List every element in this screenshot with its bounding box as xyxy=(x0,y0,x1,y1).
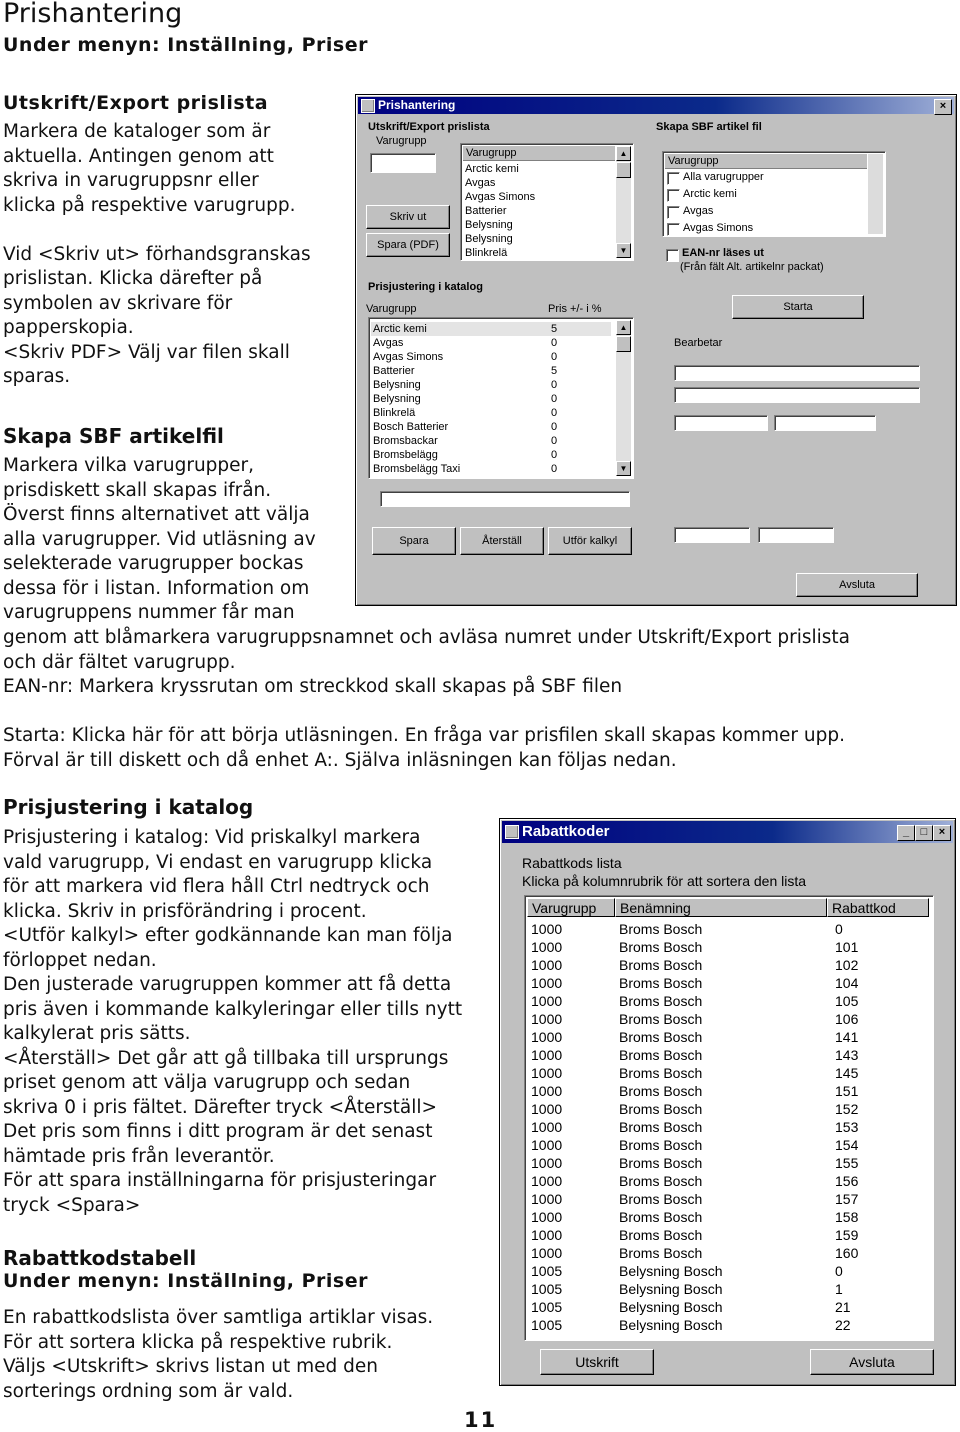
spara-button[interactable]: Spara xyxy=(372,527,456,555)
pj-progress xyxy=(380,491,630,507)
row-benamning[interactable]: Broms Bosch xyxy=(619,1011,703,1027)
sbf-item-checkbox[interactable] xyxy=(667,223,680,236)
sort-hint: Klicka på kolumnrubrik för att sortera den lista xyxy=(522,873,807,889)
row-varugrupp[interactable]: 1000 xyxy=(531,921,563,937)
row-benamning[interactable]: Broms Bosch xyxy=(619,1245,703,1261)
row-varugrupp[interactable]: 1000 xyxy=(531,1119,563,1135)
utfor-kalkyl-button[interactable]: Utför kalkyl xyxy=(548,527,632,555)
row-benamning[interactable]: Broms Bosch xyxy=(619,1137,703,1153)
row-rabattkod[interactable]: 106 xyxy=(835,1011,859,1027)
row-benamning[interactable]: Belysning Bosch xyxy=(619,1317,723,1333)
pj-row-value[interactable]: 0 xyxy=(551,393,558,405)
row-benamning[interactable]: Belysning Bosch xyxy=(619,1299,723,1315)
text-line: aktuella. Antingen genom att xyxy=(3,145,274,167)
prisjustering-text xyxy=(3,826,462,1218)
row-varugrupp[interactable]: 1000 xyxy=(531,1191,563,1207)
row-benamning[interactable]: Broms Bosch xyxy=(619,1191,703,1207)
sbf-group-label: Skapa SBF artikel fil xyxy=(656,121,762,133)
text-line: Överst finns alternativet att välja xyxy=(3,504,310,525)
rabattkoder-titlebar xyxy=(502,821,953,843)
window-title: Rabattkoder xyxy=(522,823,610,840)
text-line: sparas. xyxy=(3,366,71,387)
progress-field-3 xyxy=(674,415,768,431)
row-rabattkod[interactable]: 104 xyxy=(835,975,859,991)
row-benamning[interactable]: Broms Bosch xyxy=(619,1155,703,1171)
pj-row-name[interactable]: Bromsbelägg xyxy=(373,449,438,461)
row-rabattkod[interactable]: 157 xyxy=(835,1191,859,1207)
row-varugrupp[interactable]: 1000 xyxy=(531,1047,563,1063)
row-benamning[interactable]: Broms Bosch xyxy=(619,957,703,973)
row-benamning[interactable]: Broms Bosch xyxy=(619,1029,703,1045)
row-rabattkod[interactable]: 0 xyxy=(835,921,843,937)
col-varugrupp[interactable]: Varugrupp xyxy=(527,898,615,917)
col-rabattkod[interactable]: Rabattkod xyxy=(827,898,929,917)
close-icon[interactable]: × xyxy=(934,99,952,115)
text-line: symbolen av skrivare för xyxy=(3,292,233,314)
pj-row-value[interactable]: 0 xyxy=(551,449,558,461)
row-varugrupp[interactable]: 1000 xyxy=(531,957,563,973)
row-benamning[interactable]: Belysning Bosch xyxy=(619,1263,723,1279)
window-title: Prishantering xyxy=(378,98,456,112)
list-item[interactable]: Arctic kemi xyxy=(465,163,519,175)
skriv-ut-button[interactable]: Skriv ut xyxy=(366,205,450,229)
row-rabattkod[interactable]: 153 xyxy=(835,1119,859,1135)
row-benamning[interactable]: Broms Bosch xyxy=(619,1119,703,1135)
row-rabattkod[interactable]: 160 xyxy=(835,1245,859,1261)
rabattkod-table[interactable] xyxy=(524,895,934,1341)
export-heading: Utskrift/Export prislista xyxy=(3,92,269,114)
text-line: Starta: Klicka här för att börja utläsningen. En fråga var prisfilen skall skapas kommer upp. xyxy=(3,725,845,746)
text-line: Markera de kataloger som är xyxy=(3,121,271,142)
text-line xyxy=(3,700,850,725)
text-line: pris även i kommande kalkyleringar eller tills nytt xyxy=(3,998,463,1020)
text-line: EAN-nr: Markera kryssrutan om streckkod skall skapas på SBF filen xyxy=(3,676,623,697)
row-benamning[interactable]: Broms Bosch xyxy=(619,1209,703,1225)
row-rabattkod[interactable]: 101 xyxy=(835,939,859,955)
text-line: för att markera vid flera håll Ctrl nedtryck och xyxy=(3,876,430,897)
row-benamning[interactable]: Broms Bosch xyxy=(619,1101,703,1117)
text-line: skriva in varugruppsnr eller xyxy=(3,170,259,191)
row-varugrupp[interactable]: 1000 xyxy=(531,1227,563,1243)
varugrupp-input[interactable] xyxy=(370,153,436,173)
ean-checkbox[interactable] xyxy=(666,249,679,262)
pj-row-name[interactable]: Belysning xyxy=(373,379,421,391)
row-varugrupp[interactable]: 1000 xyxy=(531,1029,563,1045)
pj-row-value[interactable]: 0 xyxy=(551,435,558,447)
row-rabattkod[interactable]: 158 xyxy=(835,1209,859,1225)
row-benamning[interactable]: Belysning Bosch xyxy=(619,1281,723,1297)
row-varugrupp[interactable]: 1000 xyxy=(531,1065,563,1081)
scrollbar[interactable] xyxy=(868,154,883,234)
list-item[interactable]: Avgas Simons xyxy=(683,222,754,234)
page-title: Prishantering xyxy=(3,0,183,29)
sbf-varugrupp-list[interactable] xyxy=(662,151,886,237)
scroll-thumb[interactable] xyxy=(616,162,631,178)
text-line: hämtade pris från leverantör. xyxy=(3,1145,275,1167)
row-rabattkod[interactable]: 145 xyxy=(835,1065,859,1081)
text-line: tryck <Spara> xyxy=(3,1194,141,1216)
list-item[interactable]: Batterier xyxy=(465,205,507,217)
scroll-up-icon[interactable]: ▲ xyxy=(616,320,631,335)
text-line: För att sortera klicka på respektive rubrik. xyxy=(3,1331,393,1353)
pj-row-value[interactable]: 5 xyxy=(551,323,558,335)
row-benamning[interactable]: Broms Bosch xyxy=(619,1227,703,1243)
app-icon xyxy=(505,825,519,839)
varugrupp-label: Varugrupp xyxy=(376,135,427,147)
row-benamning[interactable]: Broms Bosch xyxy=(619,939,703,955)
row-varugrupp[interactable]: 1000 xyxy=(531,993,563,1009)
pj-row-name[interactable]: Bromsbelägg Taxi xyxy=(373,463,461,475)
scroll-down-icon[interactable]: ▼ xyxy=(616,243,631,258)
prishantering-window xyxy=(355,94,957,606)
row-rabattkod[interactable]: 141 xyxy=(835,1029,859,1045)
row-rabattkod[interactable]: 155 xyxy=(835,1155,859,1171)
utskrift-button[interactable]: Utskrift xyxy=(540,1349,654,1375)
ean-note: (Från fält Alt. artikelnr packat) xyxy=(680,261,824,273)
scroll-down-icon[interactable]: ▼ xyxy=(616,461,631,476)
close-icon[interactable]: × xyxy=(933,825,951,841)
text-line: och där fältet varugrupp. xyxy=(3,651,236,673)
text-line: En rabattkodslista över samtliga artiklar visas. xyxy=(3,1307,434,1328)
progress-field-5 xyxy=(674,527,750,543)
col-benamning[interactable]: Benämning xyxy=(615,898,827,917)
list-header: Varugrupp xyxy=(463,146,615,161)
row-varugrupp[interactable]: 1000 xyxy=(531,1011,563,1027)
pj-row-value[interactable]: 0 xyxy=(551,421,558,433)
text-line: Prisjustering i katalog: Vid priskalkyl markera xyxy=(3,827,421,848)
row-varugrupp[interactable]: 1000 xyxy=(531,975,563,991)
row-rabattkod[interactable]: 156 xyxy=(835,1173,859,1189)
maximize-icon[interactable]: □ xyxy=(915,825,933,841)
pj-col-varugrupp: Varugrupp xyxy=(366,303,417,315)
row-rabattkod[interactable]: 159 xyxy=(835,1227,859,1243)
pj-row-name[interactable]: Bosch Batterier xyxy=(373,421,449,433)
row-rabattkod[interactable]: 21 xyxy=(835,1299,851,1315)
row-rabattkod[interactable]: 154 xyxy=(835,1137,859,1153)
list-item[interactable]: Avgas Simons xyxy=(465,191,536,203)
rabattkods-lista-label: Rabattkods lista xyxy=(522,855,622,871)
menu-path: Under menyn: Inställning, Priser xyxy=(3,34,368,56)
row-varugrupp[interactable]: 1000 xyxy=(531,1137,563,1153)
scrollbar[interactable] xyxy=(616,320,631,476)
list-item[interactable]: Belysning xyxy=(465,219,513,231)
pj-row-name[interactable]: Arctic kemi xyxy=(373,323,427,335)
pj-col-pris: Pris +/- i % xyxy=(548,303,602,315)
text-line: selekterade varugrupper bockas xyxy=(3,553,304,574)
export-varugrupp-list[interactable] xyxy=(460,143,634,261)
sbf-item-checkbox[interactable] xyxy=(667,172,680,185)
app-icon xyxy=(361,99,375,113)
text-line: Vid <Skriv ut> förhandsgranskas xyxy=(3,243,311,265)
page-number: 11 xyxy=(464,1408,498,1432)
pj-row-value[interactable]: 0 xyxy=(551,463,558,475)
text-line: prisdiskett skall skapas ifrån. xyxy=(3,479,272,501)
list-item[interactable]: Arctic kemi xyxy=(683,188,737,200)
prishantering-titlebar xyxy=(358,97,954,114)
text-line: <Återställ> Det går att gå tillbaka till ursprungs xyxy=(3,1047,449,1069)
pj-row-name[interactable]: Batterier xyxy=(373,365,415,377)
text-line: <Utför kalkyl> efter godkännande kan man följa xyxy=(3,925,453,946)
row-rabattkod[interactable]: 22 xyxy=(835,1317,851,1333)
text-line: skriva 0 i pris fältet. Därefter tryck <Återställ> xyxy=(3,1096,438,1118)
pj-row-name[interactable]: Avgas Simons xyxy=(373,351,444,363)
row-benamning[interactable]: Broms Bosch xyxy=(619,1065,703,1081)
row-varugrupp[interactable]: 1005 xyxy=(531,1281,563,1297)
scroll-up-icon[interactable]: ▲ xyxy=(616,146,631,161)
row-varugrupp[interactable]: 1000 xyxy=(531,1245,563,1261)
prisjustering-heading: Prisjustering i katalog xyxy=(3,795,254,819)
pj-row-name[interactable]: Bromsbackar xyxy=(373,435,438,447)
row-varugrupp[interactable]: 1005 xyxy=(531,1299,563,1315)
row-rabattkod[interactable]: 102 xyxy=(835,957,859,973)
list-item[interactable]: Alla varugrupper xyxy=(683,171,764,183)
text-line: alla varugrupper. Vid utläsning av xyxy=(3,528,316,550)
list-item[interactable]: Avgas xyxy=(465,177,496,189)
progress-field-4 xyxy=(774,415,876,431)
text-line: papperskopia. xyxy=(3,317,134,338)
row-varugrupp[interactable]: 1000 xyxy=(531,1101,563,1117)
ean-label: EAN-nr läses ut xyxy=(682,247,764,259)
rabatt-menu-path: Under menyn: Inställning, Priser xyxy=(3,1270,368,1292)
row-benamning[interactable]: Broms Bosch xyxy=(619,1173,703,1189)
row-rabattkod[interactable]: 143 xyxy=(835,1047,859,1063)
pj-row-value[interactable]: 0 xyxy=(551,379,558,391)
row-benamning[interactable]: Broms Bosch xyxy=(619,921,703,937)
aterstall-button[interactable]: Återställ xyxy=(460,527,544,555)
text-line: Den justerade varugruppen kommer att få detta xyxy=(3,974,452,995)
export-group-label: Utskrift/Export prislista xyxy=(368,121,490,133)
row-benamning[interactable]: Broms Bosch xyxy=(619,1083,703,1099)
row-benamning[interactable]: Broms Bosch xyxy=(619,975,703,991)
row-varugrupp[interactable]: 1000 xyxy=(531,1173,563,1189)
progress-field-6 xyxy=(758,527,834,543)
row-rabattkod[interactable]: 1 xyxy=(835,1281,843,1297)
text-line: priset genom att välja varugrupp och sedan xyxy=(3,1072,411,1093)
row-varugrupp[interactable]: 1000 xyxy=(531,1155,563,1171)
text-line: förloppet nedan. xyxy=(3,949,157,971)
scrollbar[interactable] xyxy=(616,146,631,258)
text-line: vald varugrupp, Vi endast en varugrupp klicka xyxy=(3,851,433,873)
text-line: Markera vilka varugrupper, xyxy=(3,455,255,476)
avsluta-button[interactable]: Avsluta xyxy=(796,573,918,597)
rabatt-heading: Rabattkodstabell xyxy=(3,1246,197,1270)
pj-row-value[interactable]: 5 xyxy=(551,365,558,377)
progress-field-1 xyxy=(674,365,920,381)
text-line: dessa för i listan. Information om xyxy=(3,577,310,599)
row-benamning[interactable]: Broms Bosch xyxy=(619,993,703,1009)
avsluta-button[interactable]: Avsluta xyxy=(810,1349,934,1375)
pj-row-name[interactable]: Blinkrelä xyxy=(373,407,416,419)
sbf-wide-text xyxy=(3,626,850,773)
export-text xyxy=(3,120,311,390)
sbf-text xyxy=(3,454,316,626)
pj-row-name[interactable]: Belysning xyxy=(373,393,421,405)
row-rabattkod[interactable]: 152 xyxy=(835,1101,859,1117)
row-rabattkod[interactable]: 105 xyxy=(835,993,859,1009)
text-line: kalkylerat pris sätts. xyxy=(3,1023,191,1044)
list-header: Varugrupp xyxy=(665,154,867,169)
sbf-item-checkbox[interactable] xyxy=(667,189,680,202)
progress-field-2 xyxy=(674,387,920,403)
spara-pdf-button[interactable]: Spara (PDF) xyxy=(366,233,450,257)
list-item[interactable]: Belysning xyxy=(465,233,513,245)
text-line: prislistan. Klicka därefter på xyxy=(3,268,263,289)
row-varugrupp[interactable]: 1000 xyxy=(531,939,563,955)
sbf-heading: Skapa SBF artikelfil xyxy=(3,424,224,448)
text-line: sorterings ordning som är vald. xyxy=(3,1380,294,1402)
text-line xyxy=(3,218,311,243)
sbf-item-checkbox[interactable] xyxy=(667,206,680,219)
row-varugrupp[interactable]: 1000 xyxy=(531,1083,563,1099)
text-line: genom att blåmarkera varugruppsnamnet och avläsa numret under Utskrift/Export prislista xyxy=(3,627,850,648)
list-item[interactable]: Blinkrelä xyxy=(465,247,508,259)
text-line: För att spara inställningarna för prisjusteringar xyxy=(3,1170,437,1191)
text-line: Det pris som finns i ditt program är det senast xyxy=(3,1121,433,1142)
rabattkoder-window xyxy=(499,818,956,1386)
row-varugrupp[interactable]: 1000 xyxy=(531,1209,563,1225)
starta-button[interactable]: Starta xyxy=(732,295,864,319)
text-line: <Skriv PDF> Välj var filen skall xyxy=(3,341,290,363)
bearbetar-label: Bearbetar xyxy=(674,337,723,349)
scroll-thumb[interactable] xyxy=(616,336,631,352)
prisjustering-list[interactable] xyxy=(368,317,634,479)
text-line: varugruppens nummer får man xyxy=(3,602,295,623)
row-rabattkod[interactable]: 0 xyxy=(835,1263,843,1279)
list-item[interactable]: Avgas xyxy=(683,205,714,217)
pj-row-name[interactable]: Avgas xyxy=(373,337,404,349)
row-benamning[interactable]: Broms Bosch xyxy=(619,1047,703,1063)
pj-row-value[interactable]: 0 xyxy=(551,337,558,349)
row-varugrupp[interactable]: 1005 xyxy=(531,1263,563,1279)
text-line: Väljs <Utskrift> skrivs listan ut med den xyxy=(3,1356,378,1377)
rabatt-text xyxy=(3,1306,433,1404)
text-line: Förval är till diskett och då enhet A:. Själva inläsningen kan följas nedan. xyxy=(3,749,677,771)
text-line: klicka. Skriv in prisförändring i procent. xyxy=(3,900,367,922)
text-line: klicka på respektive varugrupp. xyxy=(3,194,296,216)
pj-row-value[interactable]: 0 xyxy=(551,407,558,419)
pj-row-value[interactable]: 0 xyxy=(551,351,558,363)
minimize-icon[interactable]: _ xyxy=(897,825,915,841)
row-varugrupp[interactable]: 1005 xyxy=(531,1317,563,1333)
prisjust-group-label: Prisjustering i katalog xyxy=(368,281,483,293)
row-rabattkod[interactable]: 151 xyxy=(835,1083,859,1099)
